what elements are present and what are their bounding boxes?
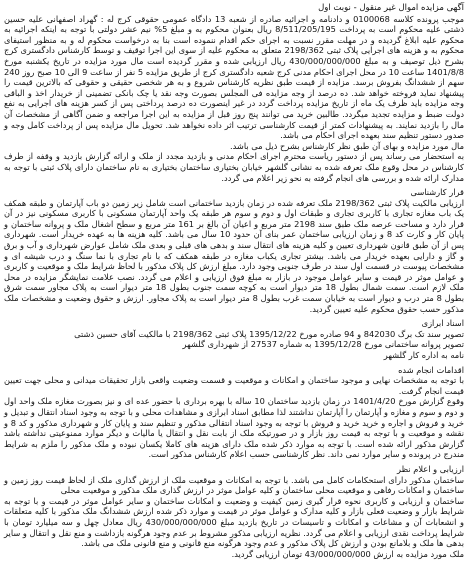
heading-valuation: ارزیابی و اعلام نظر	[397, 463, 464, 474]
paragraph-visit-report: وقوع گزارش مورخ 1401/4/20 در زمان بازدید ساختمان 10 ساله با بهره برداری با حضور عده ای و نیز بصورت مغازه ملک واحد اول و دوم و سوم و مغازه و آپارتمان را آپارتمان نداشتند لذا مطابق اسناد ابرازی و مشاهدات محلی و با توجه به وجود اسناد انتقال و تبدیل و خرید و فروش و اجاره و خرید خرید و فروش با توجه به وجود اسناد انتقالی مذکور و تنظیم سند و پایان کار و شهرداری مذکور و کد 8 و نقشه و موقعیت و با توجه به قیمت روز بازار و در صورتیکه ملک از بابت نقل و انتقال یا مالیات و دیگر موارد ممنوعیتی نداشته باشد گزارش مذکور ارائه شده است. با توجه به موارد ذکر شده ملک دارای هزینه های کاملا یکسان نبوده و ملک مذکور را ملزم به شرایط مندرج در پرونده و سایر موارد نمی داند. نظر کارشناسی حسب اعلام کارشناس مذکور است.	[4, 396, 465, 460]
paragraph-case-details: موجب پرونده کلاسه 0100068 و دادنامه و اجرائیه صادره از شعبه 13 دادگاه عمومی حقوقی کرج له : گهراد اصفهانی علیه حسین ذشتی علیه محکوم است به پرداخت 8/511/205/195 ریال بعنوان محکوم به و مبلغ 5% نیم عشر دولتی با توجه به اینکه اجرائیه به محکوم علیه ابلاغ گردیده و در مهلت مقرر نسبت به اجرای حکم اقدام ننموده است بنا به درخواست محکوم له و به منظور استیفای محکوم به و هزینه های اجرایی پلاک ثبتی 2198/362 متعلق به محکوم علیه از سوی این اجرا توقیف و توسط کارشناس دادگستری کرج بشرح ذیل توصیف و به مبلغ 430/000/000/000 ریال ارزیابی شده و مقرر گردیده است مال مورد مزایده در تاریخ یکشنبه مورخ 1401/8/8 ساعت 10 در محل اجرای احکام مدنی کرج شعبه دادگستری کرج از طریق مزایده 5 نفر از ساعت 9 الی 10 صبح روز 240 سهم از ششدانگ بفروش برسد. مزایده از قیمت طبق نظریه کارشناس شروع و به هر شخصی حقیقی و حقوقی که بالاترین قیمت را پیشنهاد نماید فروخته خواهد شد. ده درصد از وجه مزایده فی المجلس بصورت وجه نقد یا چک بانکی تضمینی از خریدار اخذ و الباقی وجه مزایده باید ظرف یک ماه از تاریخ مزایده پرداخت گردد در غیر اینصورت ده درصد پرداختی پس از کسر هزینه های اجرایی به نفع دولت ضبط و مزایده تجدید میگردد. طالبین خرید می توانند پنج روز قبل از مزایده به این اجرا مراجعه و ضمن آگاهی از مشخصات آن مال را بازدید نمایند. به پیشنهادات کمتر از قیمت کارشناسی ترتیب اثر داده نخواهد شد. تحویل مال مزایده پس از پرداخت کامل وجه و صدور دستور تنظیم سند بعهده اجرای احکام می باشد.	[4, 13, 465, 141]
document-line-building-permit: تصویر پروانه ساختمانی مورخ 1395/12/28 به شماره 27537 از شهرداری گلشهر	[182, 339, 464, 350]
document-line-letter: نامه به اداره کار گلشهر	[383, 350, 464, 360]
paragraph-property-intro: مال مورد مزایده و بهای آن طبق نظر کارشناس بشرح ذیل می باشد.	[229, 140, 464, 151]
paragraph-final-value: ملک مورد مزایده به ارزش 43/000/000/000 تومان ارزیابی گردید.	[231, 548, 464, 559]
paragraph-valuation-factors: ساختمان مذکور دارای استحکامات کامل می باشد. با توجه به امکانات و موقعیت ملک از ارزش گذاری ملک از لحاظ قیمت روز زمین و ساختمان و امکانات رفاهی و موقعیت محلی ساختمان و کلیه عوامل موثر در ارزش گذاری ملک مذکور و موقعیت محلی	[4, 474, 464, 496]
paragraph-research: با توجه به مشخصات نهایی و موجود ساختمان و امکانات و موقعیت و قسمت وضعیت واقعی بازار تحقیقات میدانی و محلی جهت تعیین قیمت انجام گرفت.	[4, 375, 464, 396]
heading-submitted-documents: اسناد ابرازی	[421, 318, 464, 329]
paragraph-property-description: ارزیابی مالکیت پلاک ثبتی 2198/362 ملک تعرفه شده در زمان بازدید ساختمانی است شامل زیر زمین دو باب آپارتمان و طبقه همکف یک باب مغازه تجاری با کاربری تجاری و طبقات اول و دوم و سوم هر طبقه یک واحد آپارتمان مسکونی با کاربری مسکونی نیز در آن قرار دارد و مساحت عرصه ملک طبق سند 2198 متر مربع و اعیان آن بالغ بر 161 متر مربع و سطح اشغال ملک و پروانه ساختمان و پایان کار و کارت کد 8 و زمان ارزیابی ساختمان عمر بنای آن حدود 10 سال می باشد. کلیه هزینه ها به عهده خریدار است. شهرداری پس از آن طبق قانون شهرداری تعیین و کلیه هزینه های انتقال سند و بدهی های قبلی و بعدی ملک شامل عوارض شهرداری و آب و برق و گاز و دارایی بعهده خریدار می باشد. بیشتر تجاری یکباب مغازه در طبقه همکف که با نام تجاری با نما سنگ و درب شیشه ای و مشخصات پیوست در قسمت اول سند در طرف جنوبی وجود دارد. مبلغ ارزش کل پلاک مذکور با لحاظ شرایط ملک و موقعیت و کاربری و عوامل موثر در قیمت و سایر عوامل موجود در بازار به مبلغ فوق ارزیابی و اعلام می گردد. نصب علامت نمایشگر مزایده در محل ملک لازم است. سمت شمال بطول 18 متر دیوار است به کوچه سمت جنوب بطول 18 متر دیوار است به پلاک مجاور سمت شرق بطول 8 متر درب و دیوار است به خیابان سمت غرب بطول 8 متر دیوار است به پلاک مجاور. ارزش و حقوق وضعیت و مشخصات ملک مذکور حسب حقوق محکوم علیه تعیین گردید.	[4, 197, 465, 314]
document-title: آگهی مزایده اموال غیر منقول - نوبت اول	[318, 3, 464, 13]
heading-actions-taken: اقدامات انجام شده	[398, 364, 464, 375]
heading-expert-report: قرار کارشناسی	[410, 187, 464, 198]
paragraph-expert-visit: به استحضار می رساند پس از دستور ریاست محترم اجرای احکام مدنی و بازدید مجدد از ملک و ارائه گزارش بازدید و وقفه از طرف کارشناس در محل وقوع ملک تعرفه شده به نشانی گلشهر خیابان بختیاری ساختمان بختیاری به نام ساختمان دارای پلاک ثبتی با توجه به مدارک ارائه شده و بررسی های انجام گرفته به نحو زیر اعلام می گردد.	[4, 151, 464, 183]
paragraph-valuation-result: ساختمان و ارزیابی و کاربری نحوه قرار گیری زمین کیفیت و وضعیت و امکانات ساختمان و سایر عوامل موثر در قیمت و با توجه به شرایط بازار و وضعیت فعلی بازار و کلیه مدارک و عوامل موثر در قیمت و موارد ذکر شده ارزش ششدانگ ملک مذکور با کلیه متعلقات و انشعابات آن و مشاعات و امکانات و تاسیسات در تاریخ بازدید مبلغ 430/000/000/000 ریال معادل چهل و سه میلیارد تومان با شرایط پرداخت نقدی ارزیابی و اعلام می گردد. نظریه ارزیابی مذکور مشروط بر عدم وجود هرگونه بازداشت و منع نقل و انتقال و سایر بدهی ها ملک و بلامانع بودن و ارزش کل پلاک مذکور و عدم وجود هرگونه منع قانونی و منع قانونی ملک می باشد.	[4, 495, 464, 549]
document-line-deed: تصویر سند تک برگ 842030 و 94 صادره مورخ 1395/12/22 پلاک ثبتی 2198/362 با مالکیت آقای حسین ذشتی	[74, 328, 464, 339]
